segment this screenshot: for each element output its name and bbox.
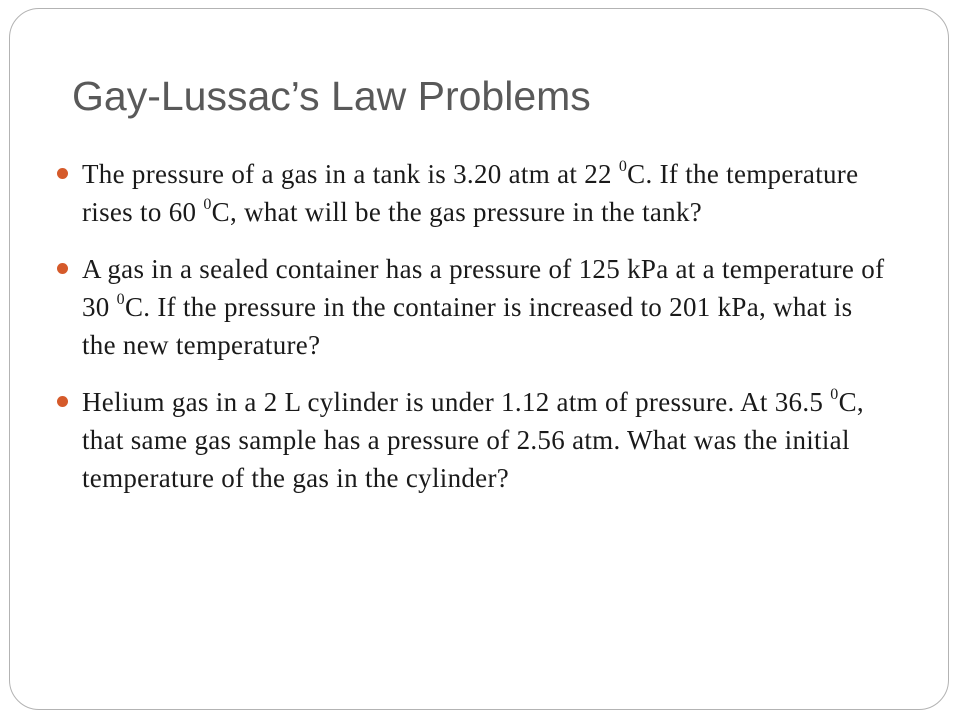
bullet-icon — [57, 168, 68, 179]
text-segment: Helium gas in a 2 L cylinder is under 1.12 atm of pressure. At 36.5 — [82, 387, 831, 417]
problem-item-1 — [50, 155, 890, 231]
problem-item-2 — [50, 250, 890, 364]
problem-text — [82, 250, 890, 364]
degree-superscript: 0 — [203, 196, 212, 213]
text-segment: C, that same gas sample has a pressure of 2.56 atm. What was the initial temperature of the gas in the cylinder? — [82, 387, 864, 493]
bullet-icon — [57, 263, 68, 274]
slide-frame — [9, 8, 949, 710]
problem-list — [50, 155, 890, 516]
problem-text — [82, 383, 890, 497]
problem-text — [82, 155, 890, 231]
text-segment: The pressure of a gas in a tank is 3.20 atm at 22 — [82, 159, 619, 189]
degree-superscript: 0 — [830, 386, 839, 403]
text-segment: A gas in a sealed container has a pressure of 125 kPa at a temperature of 30 — [82, 254, 885, 322]
text-segment: C. If the pressure in the container is increased to 201 kPa, what is the new temperature? — [82, 292, 853, 360]
bullet-icon — [57, 396, 68, 407]
text-segment: C. If the temperature rises to 60 — [82, 159, 859, 227]
text-segment: C, what will be the gas pressure in the tank? — [211, 197, 703, 227]
slide-title: Gay-Lussac’s Law Problems — [72, 73, 591, 119]
degree-superscript: 0 — [618, 158, 628, 175]
problem-item-3 — [50, 383, 890, 497]
degree-superscript: 0 — [116, 291, 125, 308]
